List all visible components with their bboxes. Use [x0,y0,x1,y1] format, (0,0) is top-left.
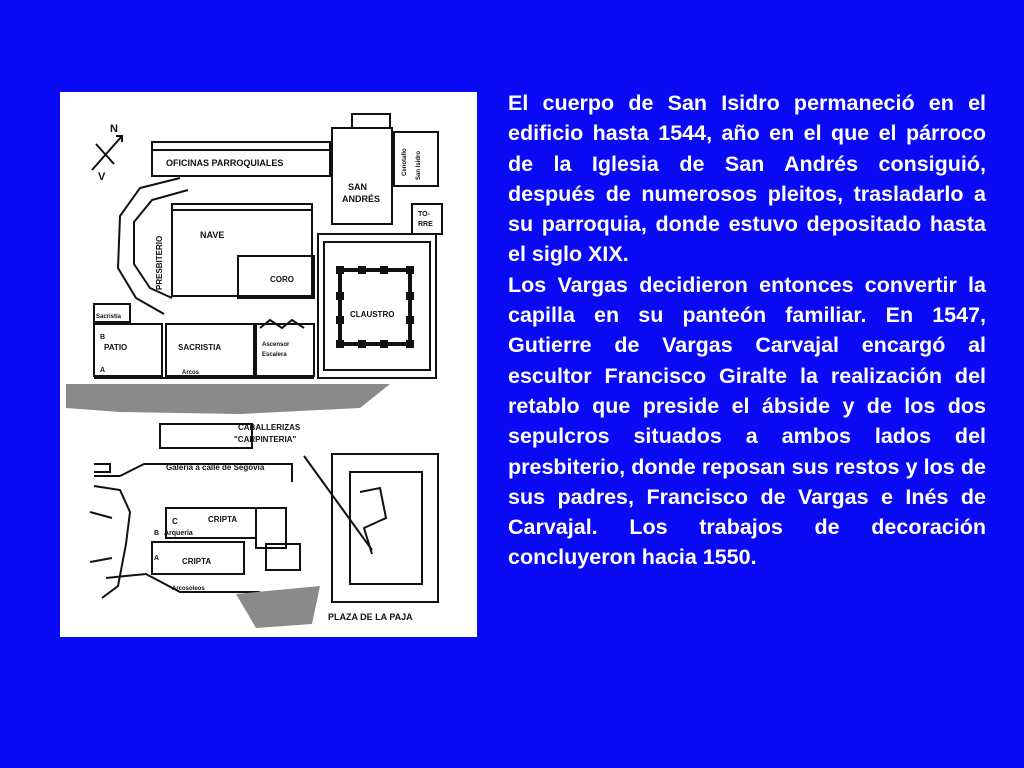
compass-icon [92,136,122,170]
ascensor-label: Ascensor [262,342,290,348]
compass-south-label: V [98,171,106,183]
patio-label: PATIO [104,343,128,352]
apse-wall [118,178,180,314]
arcos-label: Arcos [182,370,200,376]
san-andres-room [332,128,392,224]
galeria-label: Galería a calle de Segovia [166,463,265,472]
claustro-outer [318,234,436,378]
paragraph-2: Los Vargas decidieron entonces convertir la capilla en su panteón familiar. En 1547, Gutierre de Vargas Carvajal encargó al escultor Francisco Giralte la realización del retablo que preside el ábside y de los dos sepulcros situados a ambos lados del presbiterio, donde reposan sus restos y los de sus padres, Francisco de Vargas e Inés de Carvajal. Los trabajos de decoración concluyeron hacia 1550. [508,272,986,570]
arqueria-b-label: B [154,530,160,537]
andres-label: ANDRÉS [342,194,381,204]
plaza-label: PLAZA DE LA PAJA [328,612,413,622]
torre-label-bottom: RRE [418,221,433,228]
oficinas-label: OFICINAS PARROQUIALES [166,158,284,168]
claustro-label: CLAUSTRO [350,310,395,319]
nave-label: NAVE [200,230,225,240]
escalera-label: Escalera [262,352,287,358]
stair-drawing [360,488,386,554]
caballerizas-label: CABALLERIZAS [238,423,301,432]
cripta-lower-label: CRIPTA [182,557,212,566]
carpinteria-label: "CARPINTERIA" [234,435,297,444]
cenotafio-label: Cenotafio [402,148,408,176]
claustro-columns [336,266,414,348]
wall-fragment [94,464,110,472]
san-isidro-label: San Isidro [416,150,422,180]
torre-label-top: TO- [418,211,430,218]
san-label: SAN [348,182,368,192]
patio-a-label: A [100,367,106,374]
arcosoleos-label: Arcosoleos [172,586,205,592]
paragraph-1: El cuerpo de San Isidro permaneció en el edificio hasta 1544, año en el que el párroco de la Iglesia de San Andrés consiguió, después de numerosos pleitos, trasladarlo a su parroquia, donde estuvo depositado hasta el siglo XIX. [508,91,986,267]
cripta-a-label: A [154,555,160,562]
cripta-upper-label: CRIPTA [208,515,238,524]
sacristia-small-label: Sacristía [96,314,122,320]
ascensor-room [256,324,314,376]
presbiterio-label: PRESBITERIO [155,235,164,290]
patio-b-label: B [100,334,106,341]
floor-plan-drawing [60,92,477,637]
sacristia-label: SACRISTIA [178,343,222,352]
cripta-c-label: C [172,517,178,526]
arqueria-label: Arquería [164,530,193,537]
floor-plan-image [60,92,477,637]
compass-north-label: N [110,123,118,135]
torre-room [412,204,442,234]
coro-label: CORO [270,275,294,284]
description-text [508,88,986,573]
terrain-upper [66,384,390,414]
